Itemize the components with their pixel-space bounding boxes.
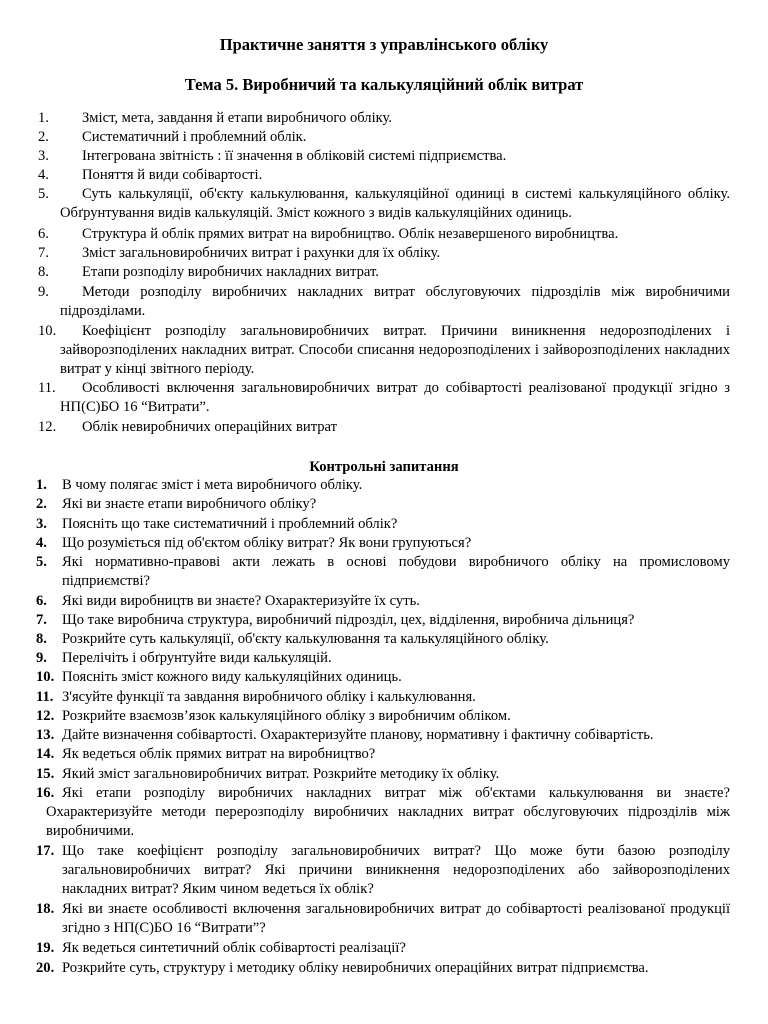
question-text: З'ясуйте функції та завдання виробничого обліку і калькулювання. [62,689,476,705]
question-number: 13. [36,727,55,743]
question-number: 18. [36,901,55,917]
document-title: Практичне заняття з управлінського обліку [219,35,549,54]
question-number: 5. [36,554,47,570]
item-number: 7. [38,245,49,261]
item-text: Коефіцієнт розподілу загальновиробничих витрат. Причини виникнення недорозподілених і зайворозподілених накладних витрат. Способи списання недорозподілених і зайворозподілених накладних витрат у кінці звітного періоду. [60,323,730,377]
question-text: Які види виробництв ви знаєте? Охарактеризуйте їх суть. [62,593,420,609]
question-number: 7. [36,612,47,628]
item-number: 2. [38,129,49,145]
item-text: Систематичний і проблемний облік. [82,129,307,145]
question-text: Розкрийте суть, структуру і методику обліку невиробничих операційних витрат підприємства. [62,960,649,976]
question-number: 9. [36,650,47,666]
question-number: 19. [36,940,55,956]
item-number: 6. [38,226,49,242]
question-text: Як ведеться облік прямих витрат на виробництво? [62,746,376,762]
item-number: 1. [38,110,49,126]
question-number: 12. [36,708,55,724]
question-number: 16. [36,785,55,801]
item-text: Зміст, мета, завдання й етапи виробничого обліку. [82,110,393,126]
item-number: 5. [38,186,49,202]
item-text: Поняття й види собівартості. [82,167,263,183]
item-number: 9. [38,284,49,300]
question-text: Поясніть що таке систематичний і проблемний облік? [62,516,398,532]
question-text: В чому полягає зміст і мета виробничого обліку. [62,477,363,493]
question-number: 6. [36,593,47,609]
item-number: 3. [38,148,49,164]
item-text: Структура й облік прямих витрат на виробництво. Облік незавершеного виробництва. [82,226,619,242]
question-number: 11. [36,689,54,705]
questions-title: Контрольні запитання [309,459,459,475]
question-text: Що таке коефіцієнт розподілу загальновиробничих витрат? Що може бути базою розподілу загальновиробничих витрат? Які причини виникнення недорозподілених або зайворозподілених накладних витрат? Яким чином ведеться їх облік? [62,843,730,897]
item-text: Суть калькуляції, об'єкту калькулювання, калькуляційної одиниці в системі калькуляційного обліку. Обґрунтування видів калькуляцій. Зміст кожного з видів калькуляційних одиниць. [60,186,730,221]
question-text: Який зміст загальновиробничих витрат. Розкрийте методику їх обліку. [62,766,500,782]
item-number: 10. [38,323,57,339]
question-text: Перелічіть і обґрунтуйте види калькуляцій. [62,650,332,666]
question-number: 4. [36,535,47,551]
question-text: Розкрийте суть калькуляції, об'єкту калькулювання та калькуляційного обліку. [62,631,549,647]
question-number: 1. [36,477,47,493]
item-text: Облік невиробничих операційних витрат [82,419,338,435]
item-text: Зміст загальновиробничих витрат і рахунки для їх обліку. [82,245,441,261]
item-text: Етапи розподілу виробничих накладних витрат. [82,264,379,280]
topic-title: Тема 5. Виробничий та калькуляційний облік витрат [184,75,584,94]
question-number: 3. [36,516,47,532]
question-text: Які етапи розподілу виробничих накладних витрат між об'єктами калькулювання ви знаєте? Охарактеризуйте методи перерозподілу виробничих накладних витрат обслуговуючих підрозділів між виробничими. [46,785,730,839]
item-number: 8. [38,264,49,280]
question-text: Як ведеться синтетичний облік собівартості реалізації? [62,940,406,956]
question-number: 14. [36,746,55,762]
question-text: Дайте визначення собівартості. Охарактеризуйте планову, нормативну і фактичну собівартість. [62,727,654,743]
question-text: Що таке виробнича структура, виробничий підрозділ, цех, відділення, виробнича дільниця? [62,612,635,628]
item-text: Методи розподілу виробничих накладних витрат обслуговуючих підрозділів між виробничими підрозділами. [60,284,730,319]
question-text: Що розуміється під об'єктом обліку витрат? Як вони групуються? [62,535,472,551]
item-number: 4. [38,167,49,183]
question-number: 20. [36,960,55,976]
item-number: 11. [38,380,56,396]
question-number: 8. [36,631,47,647]
question-text: Які нормативно-правові акти лежать в основі побудови виробничого обліку на промисловому підприємстві? [62,554,730,589]
question-number: 17. [36,843,55,859]
question-text: Які ви знаєте особливості включення загальновиробничих витрат до собівартості реалізованої продукції згідно з НП(С)БО 16 “Витрати”? [62,901,730,936]
question-number: 2. [36,496,47,512]
question-text: Які ви знаєте етапи виробничого обліку? [62,496,317,512]
item-text: Особливості включення загальновиробничих витрат до собівартості реалізованої продукції згідно з НП(С)БО 16 “Витрати”. [60,380,730,415]
question-number: 15. [36,766,55,782]
item-number: 12. [38,419,57,435]
question-text: Поясніть зміст кожного виду калькуляційних одиниць. [62,669,402,685]
question-text: Розкрийте взаємозв’язок калькуляційного обліку з виробничим обліком. [62,708,511,724]
question-number: 10. [36,669,55,685]
item-text: Інтегрована звітність : її значення в обліковій системі підприємства. [82,148,507,164]
